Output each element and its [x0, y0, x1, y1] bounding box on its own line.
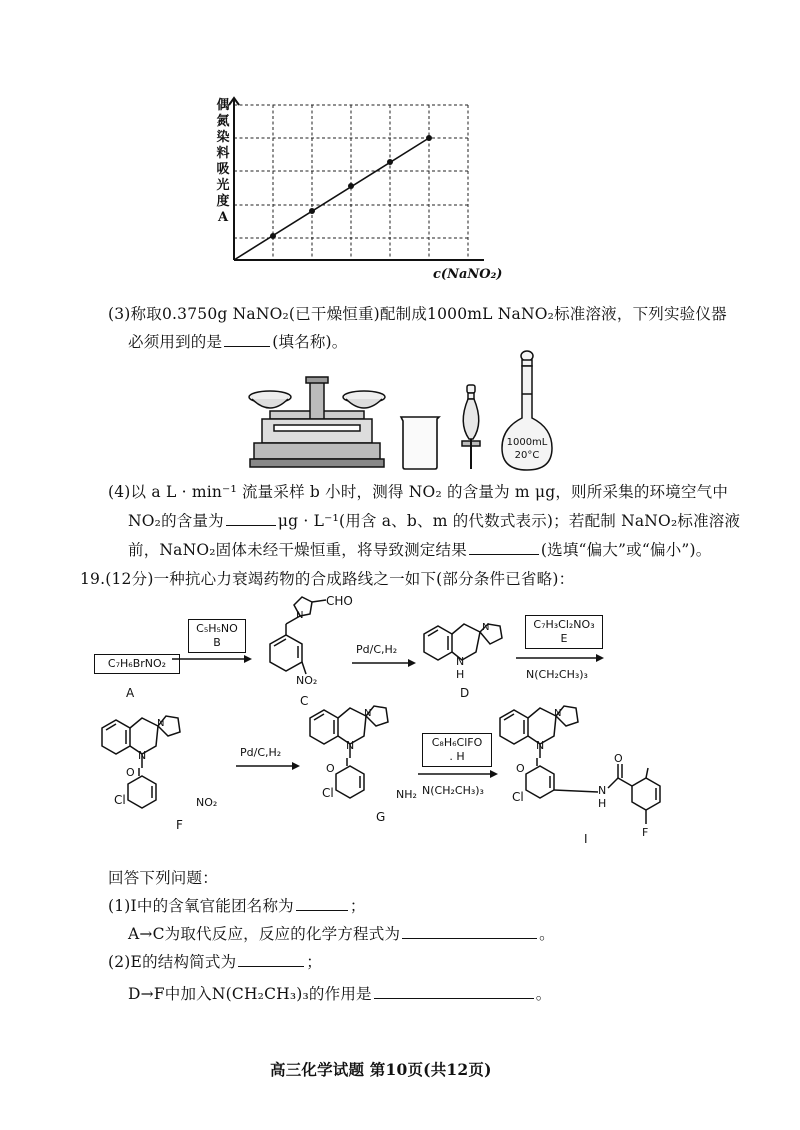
label-C: C	[300, 694, 309, 708]
arrow-F-to-G	[236, 760, 300, 772]
separatory-funnel-icon	[456, 383, 486, 473]
atom-Cl-I: Cl	[512, 790, 524, 804]
calibration-line	[234, 138, 429, 260]
q3-line2-suffix: (填名称)。	[272, 333, 348, 351]
atom-N-pyrrole-F: N	[157, 718, 165, 729]
q3-line2-prefix: 必须用到的是	[128, 333, 223, 351]
y-label-char: 料	[216, 146, 230, 161]
y-label-char: 吸	[216, 162, 230, 177]
flask-temperature-label: 20°C	[514, 450, 540, 461]
atom-Cl-G: Cl	[322, 786, 334, 800]
beaker-icon	[397, 415, 443, 471]
answer-blank	[296, 896, 348, 911]
y-label-char: A	[217, 210, 229, 225]
answer-4	[128, 982, 551, 1004]
atom-NH-I: N	[598, 784, 607, 797]
reagent-E-box	[525, 615, 603, 649]
answer-1-suffix: ；	[349, 897, 366, 915]
arrow-A-to-C	[172, 653, 252, 665]
q4-line2	[128, 509, 740, 531]
compound-A-box: C₇H₆BrNO₂	[94, 654, 180, 674]
atom-N-pyrrole-I: N	[554, 708, 562, 719]
balance-icon	[248, 375, 386, 471]
atom-H-D: H	[456, 668, 465, 681]
atom-NH-D: N	[456, 655, 465, 668]
answer-blank	[469, 540, 539, 555]
atom-N-pyrrole-C: N	[296, 610, 304, 621]
atom-H-I: H	[598, 797, 607, 810]
data-point	[309, 208, 315, 214]
atom-O-F: O	[126, 766, 135, 779]
label-F: F	[176, 818, 183, 832]
atom-Cl-F: Cl	[114, 793, 126, 807]
y-label-char: 偶	[216, 98, 230, 113]
y-label-char: 度	[216, 194, 230, 209]
q4-line2-prefix: NO₂的含量为	[128, 512, 224, 530]
q4-line3-suffix: (选填“偏大”或“偏小”)。	[540, 541, 712, 559]
absorbance-graph	[215, 95, 515, 285]
x-axis-label: c(NaNO₂)	[433, 267, 503, 282]
answer-blank	[374, 984, 534, 999]
answer-blank	[226, 511, 276, 526]
data-point	[270, 233, 276, 239]
answers-intro: 回答下列问题：	[108, 869, 218, 887]
data-point	[387, 159, 393, 165]
flask-volume-label: 1000mL	[506, 437, 548, 448]
atom-NH2-G: NH₂	[396, 788, 417, 801]
reagent-B-box	[188, 619, 246, 653]
q4-line3	[128, 538, 711, 560]
arrow-C-to-D	[352, 657, 416, 669]
structure-D	[418, 604, 522, 684]
y-label-char: 染	[216, 130, 230, 145]
q4-line3-prefix: 前，NaNO₂固体未经干燥恒重，将导致测定结果	[128, 541, 467, 559]
q4-line1: (4)以 a L · min⁻¹ 流量采样 b 小时，测得 NO₂ 的含量为 m μg，则所采集的环境空气中	[108, 483, 729, 501]
reagent-H-box	[422, 733, 492, 767]
atom-F-I: F	[642, 826, 649, 839]
reagent-H-letter: . H	[449, 750, 465, 763]
q3-line2	[128, 330, 348, 352]
q3-line1: (3)称取0.3750g NaNO₂(已干燥恒重)配制成1000mL NaNO₂标准溶液，下列实验仪器	[108, 305, 727, 323]
answer-3	[108, 950, 322, 972]
reagent-base-2: N(CH₂CH₃)₃	[422, 784, 484, 797]
answer-blank	[238, 952, 304, 967]
y-label-char: 氮	[216, 114, 230, 129]
atom-NO2-F: NO₂	[196, 796, 218, 809]
atom-O-G: O	[326, 762, 335, 775]
reagent-E-letter: E	[560, 632, 568, 645]
reagent-pd-1: Pd/C,H₂	[356, 643, 398, 656]
answer-2	[128, 922, 555, 944]
graph-plot	[229, 95, 489, 265]
atom-N-amide-G: N	[346, 739, 355, 752]
atom-N-amide-F: N	[138, 749, 147, 762]
answer-2-prefix: A→C为取代反应，反应的化学方程式为	[128, 925, 401, 943]
reagent-pd-2: Pd/C,H₂	[240, 746, 282, 759]
answer-2-suffix: 。	[539, 925, 555, 943]
reagent-H-formula: C₈H₆ClFO	[431, 736, 483, 749]
y-label-char: 光	[216, 178, 230, 193]
label-G: G	[376, 810, 386, 824]
q19-title: 19.(12分)一种抗心力衰竭药物的合成路线之一如下(部分条件已省略)：	[80, 570, 575, 588]
reagent-E-formula: C₇H₃Cl₂NO₃	[533, 618, 595, 631]
reagent-B-letter: B	[213, 636, 221, 649]
arrow-G-to-I	[418, 768, 498, 780]
answer-3-prefix: (2)E的结构简式为	[108, 953, 237, 971]
atom-N-pyrrole-G: N	[364, 708, 372, 719]
arrow-D-to-F	[516, 652, 604, 664]
data-point	[426, 135, 432, 141]
atom-O-I-2: O	[614, 752, 623, 765]
page-footer: 高三化学试题 第10页(共12页)	[270, 1060, 492, 1079]
data-point	[348, 183, 354, 189]
answer-1	[108, 894, 366, 916]
label-A: A	[126, 686, 135, 700]
answer-4-suffix: 。	[535, 985, 552, 1003]
answer-4-prefix: D→F中加入N(CH₂CH₃)₃的作用是	[128, 985, 372, 1003]
answer-blank	[402, 924, 537, 939]
answer-3-suffix: ；	[306, 953, 322, 971]
atom-NO2-C: NO₂	[296, 674, 318, 687]
answer-blank	[224, 332, 270, 347]
reagent-base-1: N(CH₂CH₃)₃	[526, 668, 588, 681]
label-D: D	[460, 686, 470, 700]
label-I: I	[584, 832, 588, 846]
answer-1-prefix: (1)Ⅰ中的含氧官能团名称为	[108, 897, 294, 915]
q4-line2-suffix: μg · L⁻¹(用含 a、b、m 的代数式表示)；若配制 NaNO₂标准溶液	[277, 512, 741, 530]
atom-CHO: CHO	[326, 594, 353, 608]
atom-N-amide-I: N	[536, 739, 545, 752]
reagent-B-formula: C₅H₅NO	[196, 622, 238, 635]
atom-O-I-1: O	[516, 762, 525, 775]
atom-N-pyrrole-D: N	[482, 622, 490, 633]
